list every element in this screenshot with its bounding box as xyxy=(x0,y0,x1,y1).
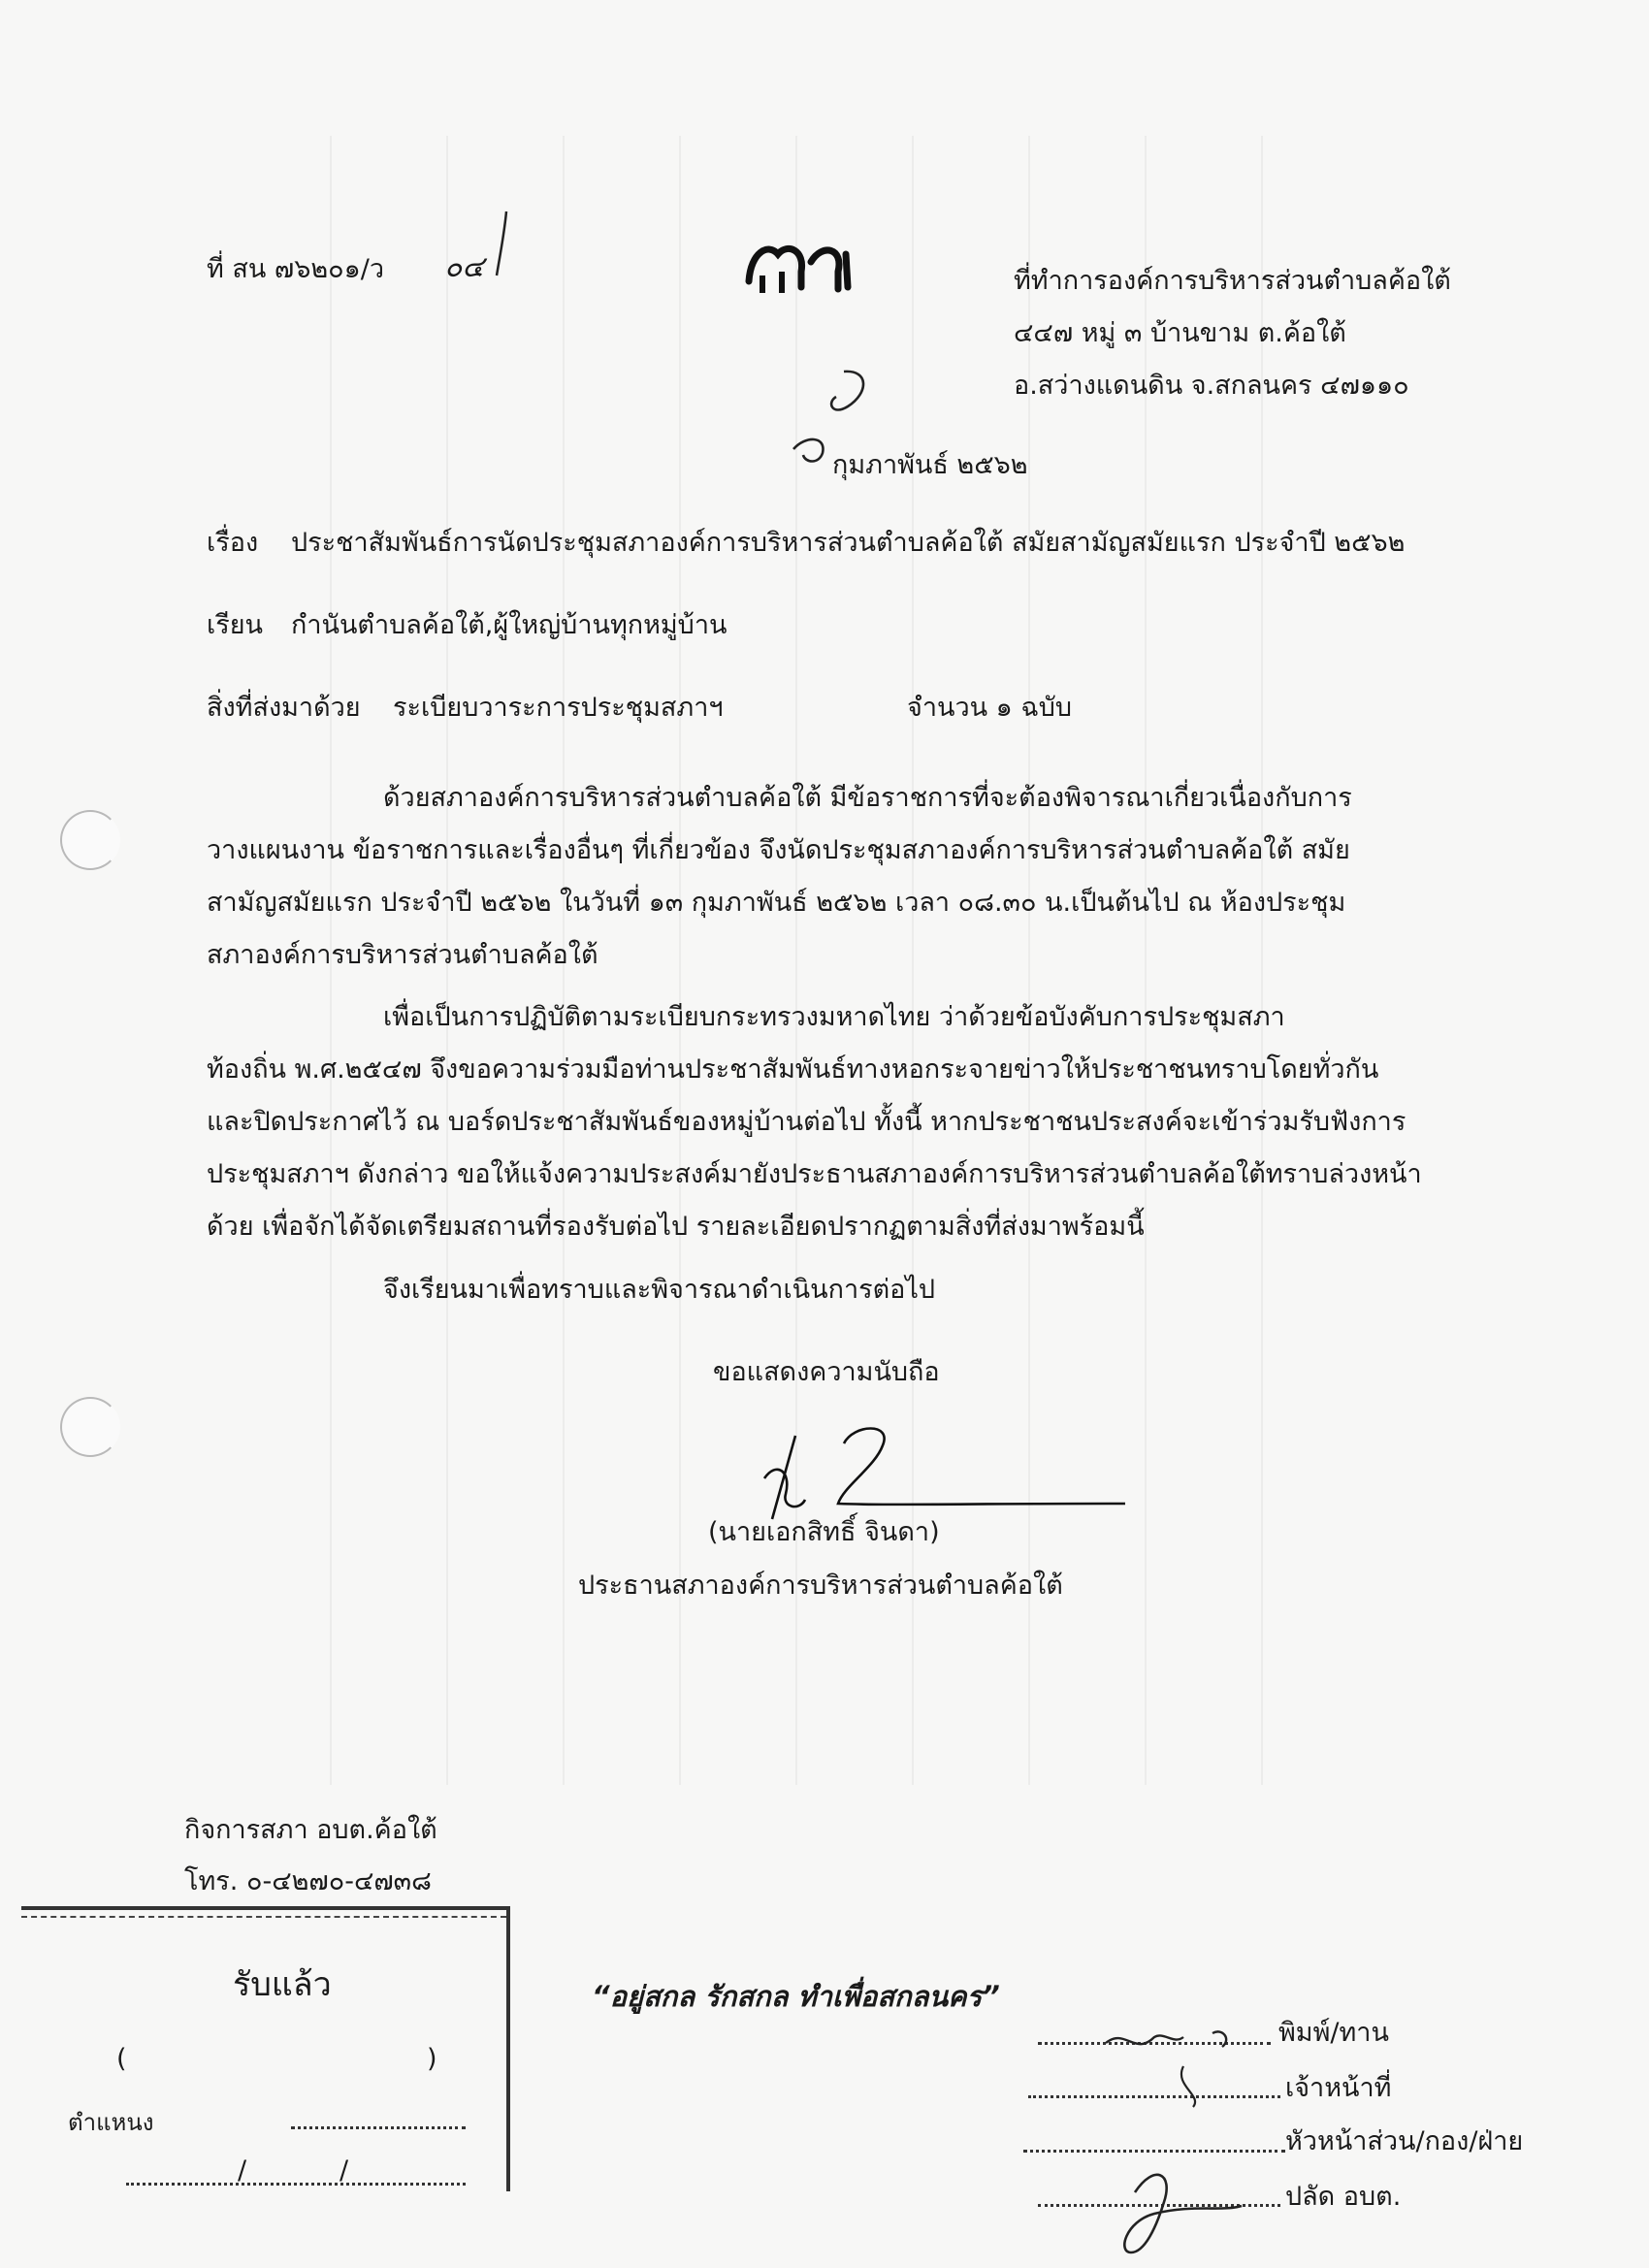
to-label: เรียน xyxy=(207,610,264,640)
routing-initials xyxy=(1067,1998,1300,2260)
punch-hole-bottom xyxy=(60,1397,120,1457)
stamp-date-slashes: / xyxy=(238,2155,247,2186)
paragraph-1 xyxy=(207,772,1448,982)
sender-address-line-2: ๔๔๗ หมู่ ๓ บ้านขาม ต.ค้อใต้ xyxy=(1014,318,1346,348)
garuda-seal xyxy=(729,233,865,301)
stamp-position-line xyxy=(291,2126,466,2129)
signer-name: (นายเอกสิทธิ์ จินดา) xyxy=(708,1517,940,1547)
stamp-bracket-close: ) xyxy=(427,2044,437,2074)
closing-sentence: จึงเรียนมาเพื่อทราบและพิจารณาดำเนินการต่อไป xyxy=(383,1275,936,1305)
paragraph-2 xyxy=(207,991,1448,1253)
date-text: กุมภาพันธ์ ๒๕๖๒ xyxy=(832,450,1028,480)
punch-hole-top xyxy=(60,810,120,870)
sender-address-line-3: อ.สว่างแดนดิน จ.สกลนคร ๔๗๑๑๐ xyxy=(1014,371,1409,401)
paragraph-1-line-1: ด้วยสภาองค์การบริหารส่วนตำบลค้อใต้ มีข้อราชการที่จะต้องพิจารณาเกี่ยวเนื่องกับการ xyxy=(383,783,1352,813)
stamp-bracket-open: ( xyxy=(116,2044,127,2074)
signer-position: ประธานสภาองค์การบริหารส่วนตำบลค้อใต้ xyxy=(578,1571,1063,1601)
received-stamp-title: รับแล้ว xyxy=(233,1965,332,2004)
enclosure-label: สิ่งที่ส่งมาด้วย xyxy=(207,693,361,723)
reference-number: ที่ สน ๗๖๒๐๑/ว xyxy=(207,254,385,284)
paragraph-2-line-3: และปิดประกาศไว้ ณ บอร์ดประชาสัมพันธ์ของหมู่บ้านต่อไป ทั้งนี้ หากประชาชนประสงค์จะเข้าร่วมรับฟังการ xyxy=(207,1107,1406,1137)
contact-office: กิจการสภา อบต.ค้อใต้ xyxy=(184,1815,437,1845)
routing-row-3: หัวหน้าส่วน/กอง/ฝ่าย xyxy=(1285,2126,1524,2156)
to-text: กำนันตำบลค้อใต้,ผู้ใหญ่บ้านทุกหมู่บ้าน xyxy=(291,610,728,640)
stamp-date-line xyxy=(126,2183,466,2186)
paragraph-1-line-4: สภาองค์การบริหารส่วนตำบลค้อใต้ xyxy=(207,940,598,970)
handwritten-ref-stroke xyxy=(475,204,524,281)
paragraph-1-line-3: สามัญสมัยแรก ประจำปี ๒๕๖๒ ในวันที่ ๑๓ กุมภาพันธ์ ๒๕๖๒ เวลา ๐๘.๓๐ น.เป็นต้นไป ณ ห้องประชุม xyxy=(207,888,1346,918)
routing-row-1: พิมพ์/ทาน xyxy=(1278,2018,1389,2048)
sender-address-line-1: ที่ทำการองค์การบริหารส่วนตำบลค้อใต้ xyxy=(1014,266,1451,296)
paragraph-2-line-4: ประชุมสภาฯ ดังกล่าว ขอให้แจ้งความประสงค์มายังประธานสภาองค์การบริหารส่วนตำบลค้อใต้ทราบล่วงหน้า xyxy=(207,1159,1422,1189)
paragraph-2-line-2: ท้องถิ่น พ.ศ.๒๕๔๗ จึงขอความร่วมมือท่านประชาสัมพันธ์ทางหอกระจายข่าวให้ประชาชนทราบโดยทั่วกัน xyxy=(207,1054,1379,1085)
subject-text: ประชาสัมพันธ์การนัดประชุมสภาองค์การบริหารส่วนตำบลค้อใต้ สมัยสามัญสมัยแรก ประจำปี ๒๕๖๒ xyxy=(291,528,1406,558)
routing-row-2: เจ้าหน้าที่ xyxy=(1285,2073,1392,2103)
reference-handwritten-number: ๐๔ xyxy=(444,250,485,284)
routing-row-4: ปลัด อบต. xyxy=(1285,2182,1402,2212)
paragraph-1-line-2: วางแผนงาน ข้อราชการและเรื่องอื่นๆ ที่เกี่ยวข้อง จึงนัดประชุมสภาองค์การบริหารส่วนตำบลค้อใต้ สมัย xyxy=(207,835,1350,865)
stamp-date-slashes-2: / xyxy=(340,2155,349,2186)
slogan: “อยู่สกล รักสกล ทำเพื่อสกลนคร” xyxy=(592,1980,1000,2013)
stamp-position-label: ตำแหนง xyxy=(68,2109,154,2136)
contact-phone: โทร. ๐-๔๒๗๐-๔๗๓๘ xyxy=(184,1866,432,1896)
subject-label: เรื่อง xyxy=(207,528,259,558)
enclosure-count: จำนวน ๑ ฉบับ xyxy=(907,693,1073,723)
paragraph-2-line-5: ด้วย เพื่อจักได้จัดเตรียมสถานที่รองรับต่อไป รายละเอียดปรากฏตามสิ่งที่ส่งมาพร้อมนี้ xyxy=(207,1212,1145,1242)
closing: ขอแสดงความนับถือ xyxy=(713,1357,940,1387)
enclosure-text: ระเบียบวาระการประชุมสภาฯ xyxy=(393,693,724,723)
paragraph-2-line-1: เพื่อเป็นการปฏิบัติตามระเบียบกระทรวงมหาดไทย ว่าด้วยข้อบังคับการประชุมสภา xyxy=(383,1002,1285,1032)
